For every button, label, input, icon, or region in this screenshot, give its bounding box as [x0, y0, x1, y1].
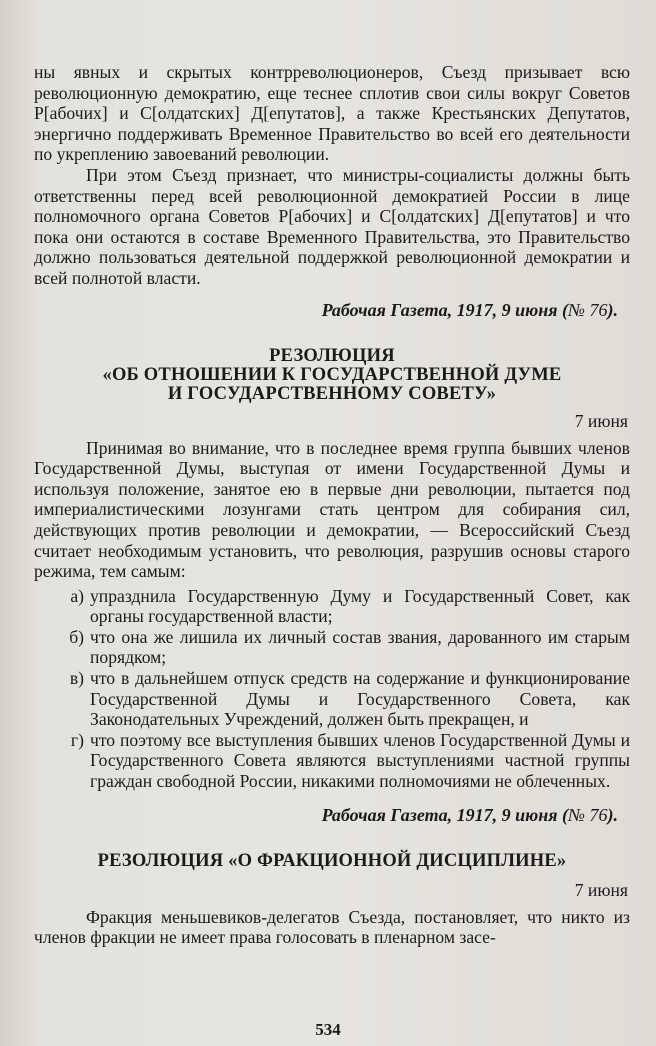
list-item	[34, 627, 630, 668]
source-title: Рабочая Газета,	[321, 804, 453, 825]
source-details: 1917, 9 июня (	[456, 804, 569, 825]
source-title: Рабочая Газета,	[321, 299, 453, 320]
list-item-text: что она же лишила их личный состав звания, дарованного им старым порядком;	[90, 626, 630, 668]
list-item	[34, 586, 630, 627]
resolution-1-body: Принимая во внимание, что в последнее время группа бывших членов Государственной Думы, выступая от имени Государственной Думы и используя положение, занятое ею в первые дни революции, пытается под империалистическими лозунгами стать центром для собирания сил, действующих против революции и демократии, — Всероссийский Съезд считает необходимым установить, что революция, разрушив основы старого режима, тем самым:	[34, 437, 630, 582]
source-citation-2	[34, 804, 618, 826]
source-number: № 76	[568, 299, 608, 320]
list-item-label: а)	[70, 585, 84, 606]
list-item-label: г)	[70, 729, 84, 750]
list-item-text: что в дальнейшем отпуск средств на содержание и функционирование Государственной Думы и Государственного Совета, как Законодательных Учреждений, должен быть прекращен, и	[90, 668, 630, 730]
resolution-2-heading: РЕЗОЛЮЦИЯ «О ФРАКЦИОННОЙ ДИСЦИПЛИНЕ»	[97, 850, 567, 871]
paragraph-continued: ны явных и скрытых контрреволюционеров, Съезд призывает всю революционную демократию, еще теснее сплотив свои силы вокруг Советов Р[абочих] и С[олдатских] Д[епутатов], а также Крестьянских Депутатов, энергично поддерживать Временное Правительство во всей его деятельности по укреплению завоеваний революции.	[34, 62, 630, 165]
resolution-1-heading-line-1: РЕЗОЛЮЦИЯ	[269, 345, 395, 366]
resolution-2-body: Фракция меньшевиков-делегатов Съезда, постановляет, что никто из членов фракции не имеет права голосовать в пленарном засе-	[34, 906, 630, 948]
page-number: 534	[315, 1020, 341, 1039]
source-close: ).	[607, 299, 618, 320]
list-item-label: б)	[69, 626, 84, 647]
list-item	[34, 730, 630, 792]
resolution-1-heading-line-2: «ОБ ОТНОШЕНИИ К ГОСУДАРСТВЕННОЙ ДУМЕ	[102, 364, 562, 385]
list-item	[34, 668, 630, 730]
list-item-text: что поэтому все выступления бывших членов Государственной Думы и Государственного Совета являются выступлениями частной группы граждан свободной России, никакими полномочиями не облеченных.	[90, 729, 630, 792]
source-number: № 76	[568, 804, 608, 825]
source-citation-1	[34, 299, 618, 321]
list-item-text: упразднила Государственную Думу и Государственный Совет, как органы государственной власти;	[90, 585, 630, 627]
resolution-1-heading-line-3: И ГОСУДАРСТВЕННОМУ СОВЕТУ»	[167, 383, 497, 404]
page-content	[34, 62, 630, 948]
resolution-1-date: 7 июня	[574, 410, 628, 431]
paragraph-ministers: При этом Съезд признает, что министры-социалисты должны быть ответственны перед всей революционной демократией России в лице полномочного органа Советов Р[абочих] и С[олдатских] Д[епутатов] и что пока они остаются в составе Временного Правительства, это Правительство должно пользоваться деятельной поддержкой революционной демократии и всей полнотой власти.	[34, 164, 630, 288]
source-close: ).	[607, 804, 618, 825]
source-details: 1917, 9 июня (	[456, 299, 569, 320]
list-item-label: в)	[69, 668, 84, 689]
resolution-2-date: 7 июня	[574, 879, 628, 900]
